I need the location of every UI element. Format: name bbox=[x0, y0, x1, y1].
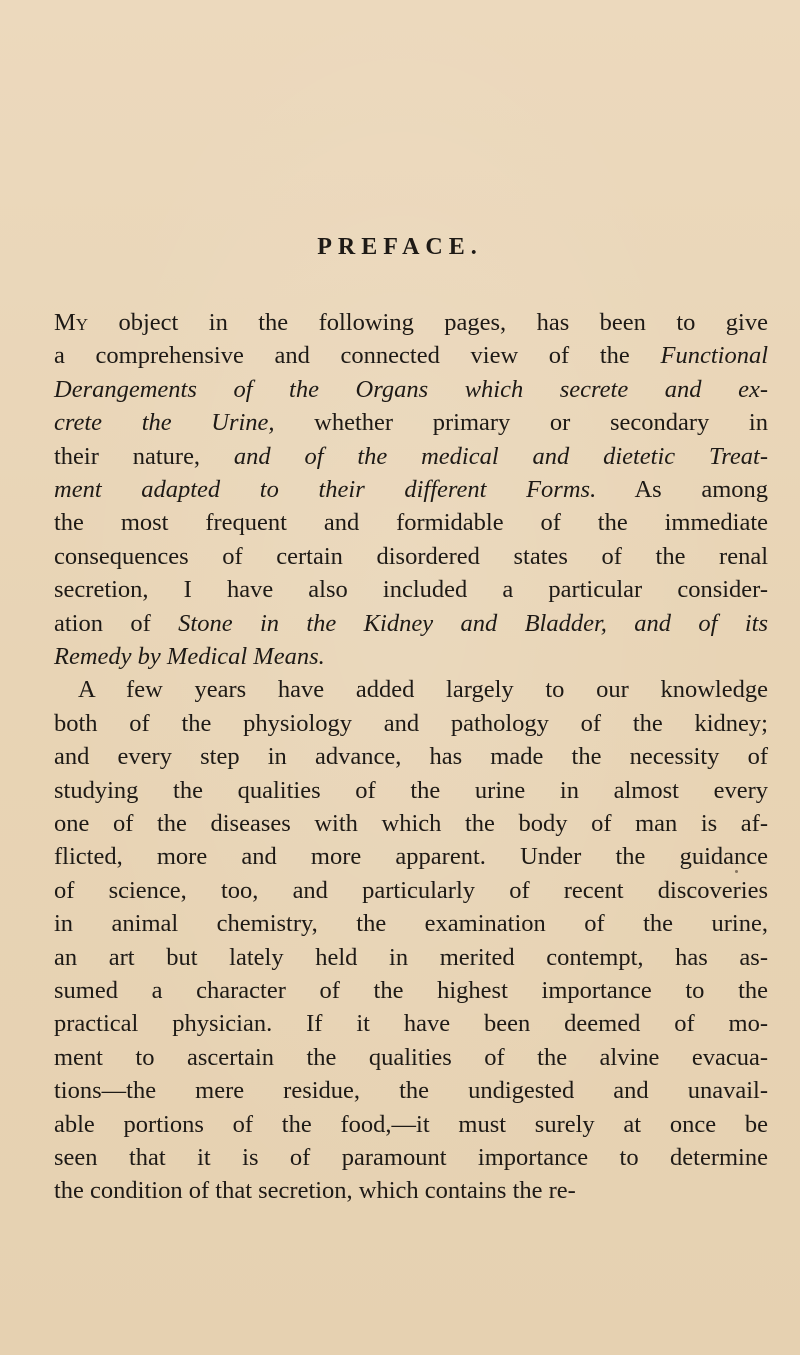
text-line bbox=[54, 841, 768, 873]
text-span: seen that it is of paramount importance to determine bbox=[54, 1144, 768, 1171]
text-span: ation of bbox=[54, 609, 179, 637]
text-line bbox=[54, 708, 768, 740]
text-line bbox=[54, 908, 768, 940]
text-line bbox=[54, 808, 768, 840]
text-span: the most frequent and formidable of the immediate bbox=[54, 509, 768, 537]
text-span: Derangements of the Organs which secrete and ex- bbox=[54, 375, 768, 403]
text-span: one of the diseases with which the body of man is af- bbox=[54, 810, 768, 837]
text-line bbox=[54, 875, 768, 907]
text-line bbox=[54, 374, 768, 406]
text-line bbox=[54, 340, 768, 372]
text-line bbox=[54, 608, 768, 640]
text-span: ment adapted to their different Forms. bbox=[54, 476, 597, 503]
text-line bbox=[54, 1142, 768, 1174]
text-span: A few years have added largely to our knowledge bbox=[78, 676, 768, 704]
text-span: My bbox=[54, 309, 89, 336]
text-line bbox=[54, 574, 768, 606]
text-span: tions—the mere residue, the undigested and unavail- bbox=[54, 1077, 768, 1105]
text-line bbox=[54, 1109, 768, 1141]
text-span: secretion, I have also included a particular consider- bbox=[54, 576, 768, 604]
text-span: Stone in the Kidney and Bladder, and of its bbox=[178, 609, 768, 637]
text-line bbox=[54, 441, 768, 473]
text-span: and every step in advance, has made the necessity of bbox=[54, 743, 768, 771]
text-span: and of the medical and dietetic Treat- bbox=[233, 442, 768, 470]
text-span: their nature, bbox=[54, 442, 234, 470]
text-line bbox=[54, 407, 768, 439]
text-span: a comprehensive and connected view of the bbox=[54, 342, 661, 370]
text-line bbox=[54, 975, 768, 1007]
text-span: in animal chemistry, the examination of the urine, bbox=[54, 910, 768, 938]
text-span: able portions of the food,—it must surely at once be bbox=[54, 1110, 768, 1138]
text-line bbox=[54, 307, 768, 339]
text-line bbox=[54, 1075, 768, 1107]
text-line bbox=[54, 942, 768, 974]
text-span: practical physician. If it have been deemed of mo- bbox=[54, 1010, 768, 1038]
text-span: Remedy by Medical Means. bbox=[54, 643, 325, 670]
text-line bbox=[54, 1008, 768, 1040]
text-line bbox=[54, 507, 768, 539]
text-line bbox=[54, 541, 768, 573]
text-span: crete the Urine, bbox=[54, 409, 275, 437]
text-span: an art but lately held in merited contempt, has as- bbox=[54, 943, 768, 971]
text-span: the condition of that secretion, which contains the re- bbox=[54, 1177, 576, 1205]
page-title: PREFACE. bbox=[317, 234, 483, 260]
text-line bbox=[78, 674, 768, 706]
text-line bbox=[54, 775, 768, 807]
text-span: both of the physiology and pathology of the kidney; bbox=[54, 709, 768, 737]
text-span: whether primary or secondary in bbox=[274, 409, 768, 437]
text-span: sumed a character of the highest importance to the bbox=[54, 977, 768, 1004]
paper-speck bbox=[735, 870, 738, 873]
text-line bbox=[54, 474, 768, 506]
text-line bbox=[54, 641, 325, 673]
text-line bbox=[54, 741, 768, 773]
text-span: studying the qualities of the urine in almost every bbox=[54, 776, 768, 804]
text-line bbox=[54, 1175, 576, 1207]
text-span: flicted, more and more apparent. Under the guidance bbox=[54, 843, 768, 871]
text-span: of science, too, and particularly of recent discoveries bbox=[54, 876, 768, 904]
text-span: consequences of certain disordered states of the renal bbox=[54, 542, 768, 570]
text-line bbox=[54, 1042, 768, 1074]
text-span: As among bbox=[596, 476, 769, 503]
text-span: Functional bbox=[660, 342, 768, 370]
text-span: object in the following pages, has been to give bbox=[88, 309, 768, 336]
text-span: ment to ascertain the qualities of the alvine evacua- bbox=[54, 1043, 768, 1071]
